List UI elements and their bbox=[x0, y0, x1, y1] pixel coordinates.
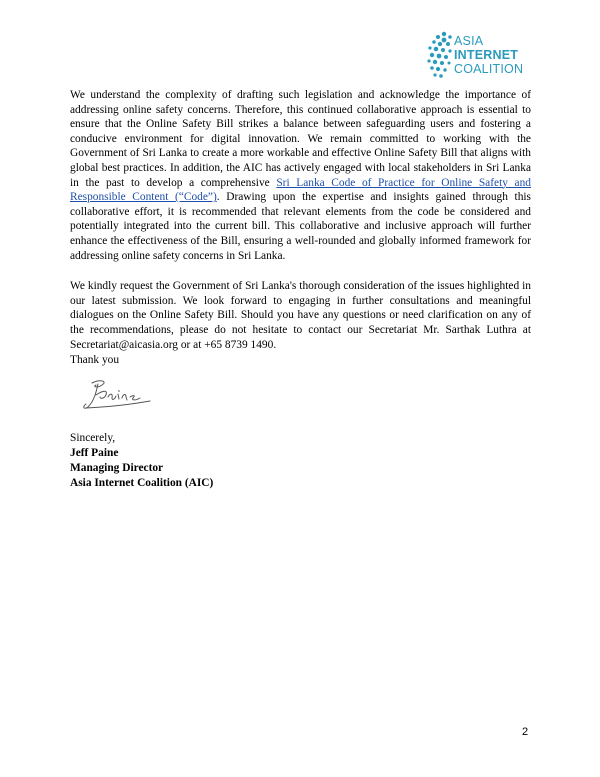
signatory-title: Managing Director bbox=[70, 462, 164, 474]
paragraph-1-end: . Drawing upon the expertise and insights gained through this collaborative effort, it is recommended that relevant elements from the code be considered and potentially integrated into the current bill. This collaborative and inclusive approach will further enhance the effectiveness of the Bill, ensuring a well-rounded and globally informed framework for addressing online safety concerns in Sri Lanka. bbox=[70, 191, 531, 262]
sincerely-line: Sincerely, bbox=[70, 432, 116, 444]
aic-logo-dots-icon bbox=[426, 30, 454, 80]
signatory-name: Jeff Paine bbox=[70, 447, 119, 459]
paragraph-1-start: We understand the complexity of drafting such legislation and acknowledge the importance of addressing online safety concerns. Therefore, this continued collaborative approach is essential to ensure that the Online Safety Bill strikes a balance between safeguarding users and fostering a conducive environment for digital innovation. We remain committed to working with the Government of Sri Lanka to create a more workable and effective Online Safety Bill that aligns with global best practices. In addition, the AIC has actively engaged with local stakeholders in Sri Lanka in the past to develop a comprehensive bbox=[70, 89, 531, 189]
signatory-organization: Asia Internet Coalition (AIC) bbox=[70, 477, 214, 489]
closing-block bbox=[70, 431, 213, 491]
logo-line-asia: ASIA bbox=[454, 34, 484, 48]
logo-line-coalition: COALITION bbox=[454, 62, 524, 76]
code-of-practice-link[interactable]: Sri Lanka Code of Practice for Online Safety and Responsible Content (“Code”) bbox=[70, 176, 532, 204]
letter-body bbox=[70, 88, 531, 367]
signature-image bbox=[78, 377, 158, 413]
page-number: 2 bbox=[522, 726, 529, 738]
aic-logo-text bbox=[454, 34, 523, 76]
paragraph-2: We kindly request the Government of Sri Lanka's thorough consideration of the issues highlighted in our latest submission. We look forward to engaging in further consultations and meaningful dialogues on the Online Safety Bill. Should you have any questions or need clarification on any of the recommendations, please do not hesitate to contact our Secretariat Mr. Sarthak Luthra at Secretariat@aicasia.org or at +65 8739 1490. bbox=[70, 280, 531, 351]
thank-you-line: Thank you bbox=[70, 354, 120, 366]
logo-line-internet: INTERNET bbox=[454, 48, 519, 62]
paragraph-1 bbox=[70, 88, 531, 263]
aic-logo bbox=[426, 30, 566, 80]
